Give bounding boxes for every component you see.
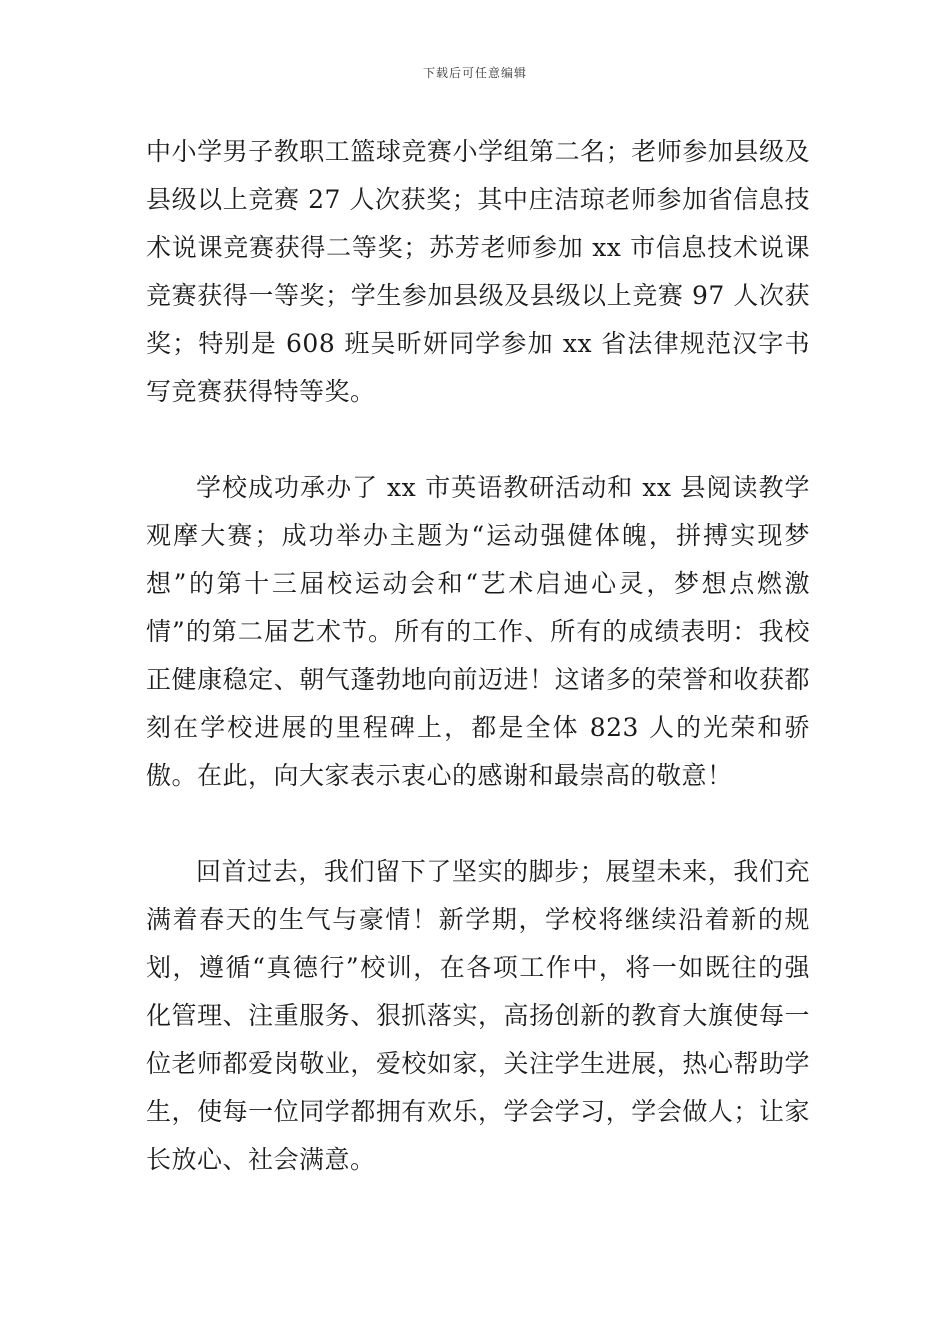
document-body — [146, 128, 810, 1184]
page-header: 下载后可任意编辑 — [422, 66, 527, 80]
paragraph-2: 学校成功承办了 xx 市英语教研活动和 xx 县阅读教学观摩大赛；成功举办主题为“运动强健体魄，拼搏实现梦想”的第十三届校运动会和“艺术启迪心灵，梦想点燃激情”的第二届艺术节。所有的工作、所有的成绩表明：我校正健康稳定、朝气蓬勃地向前迈进！这诸多的荣誉和收获都刻在学校进展的里程碑上，都是全体 823 人的光荣和骄傲。在此，向大家表示衷心的感谢和最崇高的敬意！ — [146, 473, 810, 790]
paragraph-3: 回首过去，我们留下了坚实的脚步；展望未来，我们充满着春天的生气与豪情！新学期，学校将继续沿着新的规划，遵循“真德行”校训，在各项工作中，将一如既往的强化管理、注重服务、狠抓落实，高扬创新的教育大旗使每一位老师都爱岗敬业，爱校如家，关注学生进展，热心帮助学生，使每一位同学都拥有欢乐，学会学习，学会做人；让家长放心、社会满意。 — [146, 857, 810, 1174]
paragraph-1: 中小学男子教职工篮球竞赛小学组第二名；老师参加县级及县级以上竞赛 27 人次获奖；其中庄洁琼老师参加省信息技术说课竞赛获得二等奖；苏芳老师参加 xx 市信息技术说课竞赛获得一等奖；学生参加县级及县级以上竞赛 97 人次获奖；特别是 608 班吴昕妍同学参加 xx 省法律规范汉字书写竞赛获得特等奖。 — [146, 137, 810, 406]
